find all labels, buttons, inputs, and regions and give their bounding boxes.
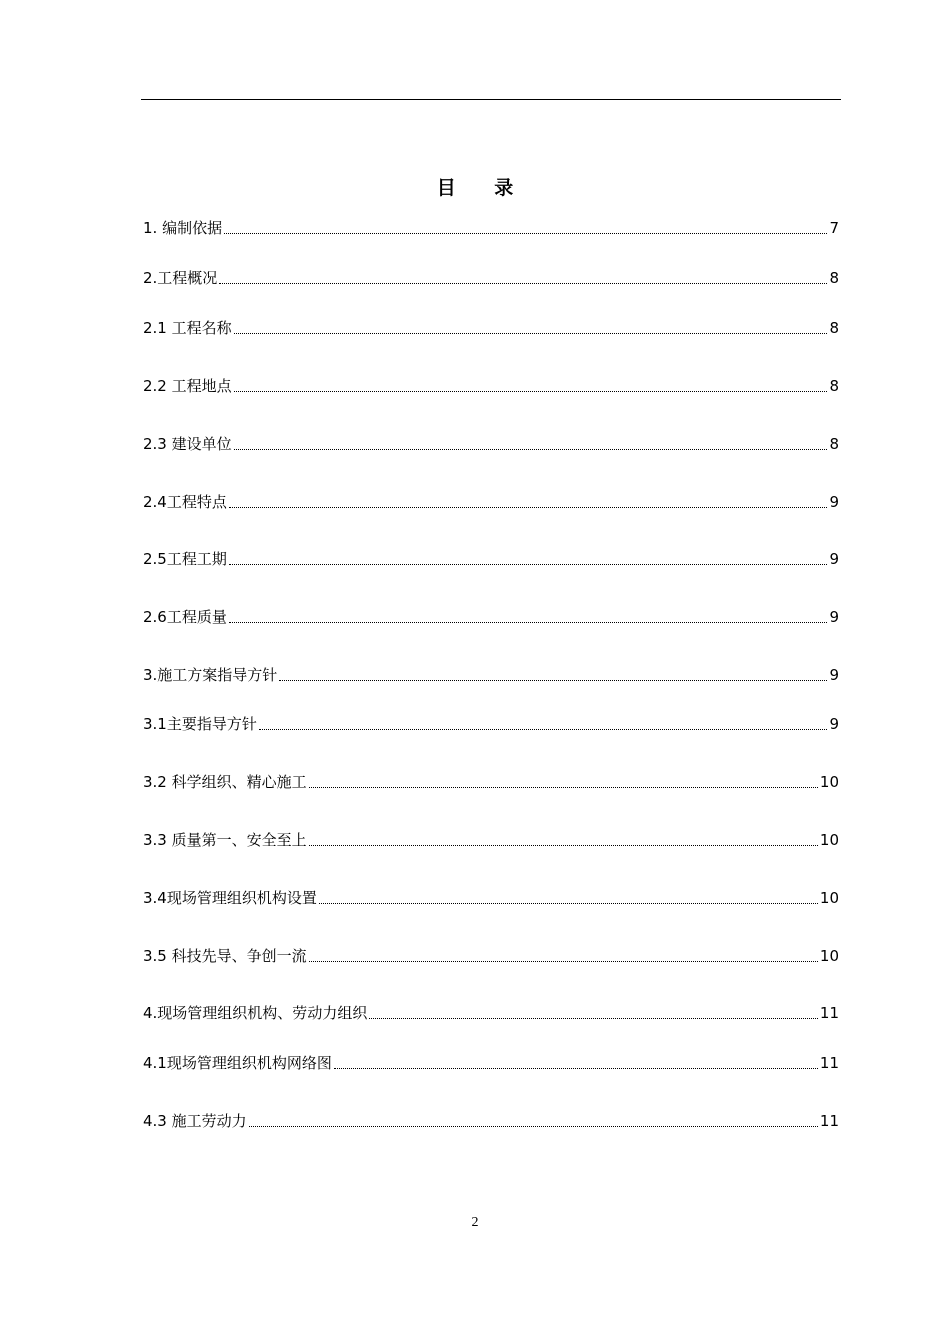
toc-entry-page: 11 [819,1112,839,1130]
page-number: 2 [471,1215,479,1230]
toc-entry-text: 2.2 工程地点 [143,377,232,395]
toc-entry-text: 4.现场管理组织机构、劳动力组织 [143,1004,368,1022]
toc-leader [309,961,818,962]
toc-entry-text: 3.1主要指导方针 [143,715,257,733]
toc-entry-page: 8 [829,269,839,287]
toc-leader [234,449,828,450]
toc-entry-text: 2.工程概况 [143,269,218,287]
toc-leader [279,680,827,681]
toc-leader [249,1126,818,1127]
toc-entry[interactable] [143,828,839,852]
toc-leader [309,787,818,788]
toc-entry-text: 2.1 工程名称 [143,319,232,337]
toc-entry-text: 2.3 建设单位 [143,435,232,453]
toc-entry-page: 7 [829,219,839,237]
toc-entry-page: 8 [829,435,839,453]
toc-entry-text: 1. 编制依据 [143,219,223,237]
toc-entry[interactable] [143,712,839,736]
toc-entry[interactable] [143,490,839,514]
toc-leader [229,564,828,565]
toc-leader [319,903,818,904]
toc-entry-page: 9 [829,666,839,684]
toc-entry-page: 10 [819,889,839,907]
toc-entry[interactable] [143,216,839,240]
toc-entry[interactable] [143,944,839,968]
toc-leader [334,1068,818,1069]
toc-leader [224,233,827,234]
toc-entry[interactable] [143,1001,839,1025]
toc-entry[interactable] [143,663,839,687]
toc-entry-text: 3.5 科技先导、争创一流 [143,947,307,965]
toc-leader [219,283,827,284]
toc-entry[interactable] [143,547,839,571]
toc-entry-page: 9 [829,608,839,626]
toc-entry-text: 2.6工程质量 [143,608,227,626]
toc-entry-page: 10 [819,831,839,849]
toc-leader [234,391,828,392]
toc-leader [259,729,828,730]
toc-entry-text: 3.4现场管理组织机构设置 [143,889,317,907]
toc-leader [369,1018,818,1019]
toc-entry[interactable] [143,886,839,910]
toc-entry[interactable] [143,1051,839,1075]
toc-entry-page: 9 [829,715,839,733]
toc-entry-page: 10 [819,773,839,791]
toc-entry[interactable] [143,266,839,290]
toc-leader [309,845,818,846]
toc-entry-text: 3.2 科学组织、精心施工 [143,773,307,791]
toc-leader [234,333,828,334]
toc-leader [229,507,828,508]
toc-entry-text: 4.1现场管理组织机构网络图 [143,1054,332,1072]
toc-entry-text: 2.4工程特点 [143,493,227,511]
toc-entry[interactable] [143,432,839,456]
toc-entry-text: 2.5工程工期 [143,550,227,568]
toc-entry[interactable] [143,1109,839,1133]
toc-leader [229,622,828,623]
toc-entry-page: 11 [819,1054,839,1072]
toc-entry-text: 3.施工方案指导方针 [143,666,278,684]
toc-entry-page: 11 [819,1004,839,1022]
toc-title-text: 目 录 [436,177,530,199]
toc-entry-page: 10 [819,947,839,965]
toc-entry[interactable] [143,605,839,629]
toc-entry-page: 9 [829,550,839,568]
toc-entry-page: 9 [829,493,839,511]
toc-entry-page: 8 [829,319,839,337]
toc-entry-page: 8 [829,377,839,395]
toc-entry[interactable] [143,316,839,340]
toc-entry-text: 4.3 施工劳动力 [143,1112,247,1130]
toc-entry-text: 3.3 质量第一、安全至上 [143,831,307,849]
toc-entry[interactable] [143,374,839,398]
toc-entry[interactable] [143,770,839,794]
